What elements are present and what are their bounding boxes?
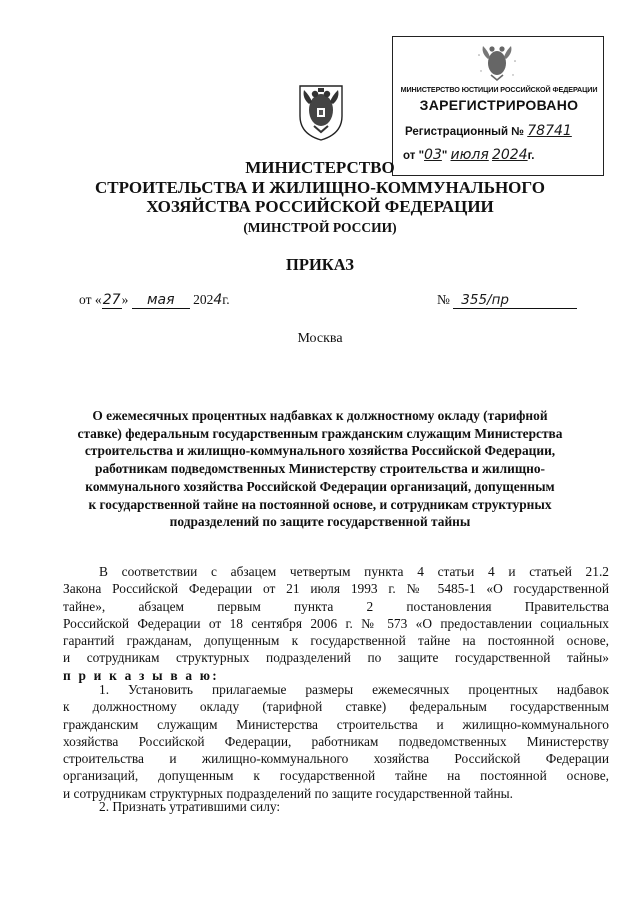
preamble-line: Российской Федерации от 18 сентября 2006 г. № 573 «О предоставлении социальных	[63, 615, 609, 631]
order-date-mid: »	[121, 292, 129, 307]
preamble-paragraph	[63, 563, 609, 684]
registration-stamp	[392, 36, 604, 176]
preamble-line: тайне», абзацем первым пункта 2 постановления Правительства	[63, 598, 609, 614]
title-line: О ежемесячных процентных надбавках к должностному окладу (тарифной	[92, 408, 548, 423]
document-type: ПРИКАЗ	[286, 255, 354, 274]
stamp-ministry-name: МИНИСТЕРСТВО ЮСТИЦИИ РОССИЙСКОЙ ФЕДЕРАЦИИ	[400, 85, 598, 94]
item-2-paragraph	[63, 798, 609, 815]
item-1-line: организаций, допущенным к государственной тайне на постоянной основе,	[63, 768, 609, 784]
stamp-emblem-icon	[475, 41, 519, 83]
coat-of-arms-emblem	[292, 80, 350, 142]
order-date-month: мая	[132, 292, 190, 309]
order-year-prefix: 202	[193, 292, 214, 307]
stamp-reg-label: Регистрационный №	[405, 126, 525, 138]
order-number-value: 355/пр	[453, 292, 577, 309]
item-1-line: гражданским служащим Министерства строительства и жилищно-коммунального	[63, 716, 609, 732]
stamp-date-month: июля	[450, 147, 489, 163]
ministry-abbreviation: (МИНСТРОЙ РОССИИ)	[243, 220, 397, 235]
title-line: строительства и жилищно-коммунального хозяйства Российской Федерации,	[84, 443, 556, 459]
ministry-title-line2: СТРОИТЕЛЬСТВА И ЖИЛИЩНО-КОММУНАЛЬНОГО	[94, 178, 546, 197]
ministry-title-line1: МИНИСТЕРСТВО	[245, 158, 395, 177]
stamp-reg-number: 78741	[527, 123, 572, 139]
order-title	[70, 407, 570, 531]
item-1-line: 1. Установить прилагаемые размеры ежемесячных процентных надбавок	[99, 682, 609, 697]
order-number-label: №	[437, 292, 450, 307]
title-line: коммунального хозяйства Российской Федерации организаций, допущенным	[85, 478, 555, 494]
stamp-registration-number-line	[405, 123, 572, 139]
item-1-line: строительства и жилищно-коммунального хозяйства Российской Федерации	[63, 751, 609, 767]
ministry-title-line3: ХОЗЯЙСТВА РОССИЙСКОЙ ФЕДЕРАЦИИ	[146, 197, 494, 216]
order-year-hand: 4	[213, 292, 223, 308]
stamp-date-prefix: от "	[403, 150, 425, 162]
item-1-paragraph	[63, 681, 609, 802]
item-1-line: к должностному окладу (тарифной ставке) федеральным государственным	[63, 699, 609, 715]
order-date-day: 27	[102, 292, 121, 308]
stamp-date-day: 03	[424, 147, 442, 163]
stamp-date-quote: "	[441, 150, 448, 162]
order-year-suffix: г.	[222, 292, 230, 307]
preamble-line: Закона Российской Федерации от 21 июля 1993 г. № 5485-1 «О государственной	[63, 581, 609, 597]
order-date-prefix: от «	[79, 292, 102, 307]
title-line: ставке) федеральным государственным гражданским служащим Министерства	[77, 425, 563, 441]
order-date	[79, 292, 230, 309]
title-line: к государственной тайне на постоянной основе, и сотрудникам структурных	[88, 496, 552, 512]
stamp-date-suffix: г.	[527, 150, 535, 162]
preamble-line: и сотрудникам структурных подразделений по защите государственной тайны»	[63, 650, 609, 666]
preamble-line: гарантий гражданам, допущенным к государственной тайне на постоянной основе,	[63, 633, 609, 649]
decree-word: п р и к а з ы в а ю:	[63, 667, 219, 683]
item-1-line: хозяйства Российской Федерации, работникам подведомственных Министерству	[63, 733, 609, 749]
stamp-registered-label: ЗАРЕГИСТРИРОВАНО	[419, 97, 579, 113]
stamp-date-year: 2024	[491, 147, 528, 163]
title-line: подразделений по защите государственной тайны	[169, 514, 471, 530]
item-1-line: и сотрудникам структурных подразделений по защите государственной тайны.	[63, 785, 514, 801]
preamble-line: В соответствии с абзацем четвертым пункта 4 статьи 4 и статьей 21.2	[99, 564, 609, 579]
title-line: работникам подведомственных Министерству строительства и жилищно-	[95, 461, 545, 477]
item-2-line: 2. Признать утратившими силу:	[99, 799, 281, 814]
issue-city: Москва	[297, 331, 343, 346]
order-number	[437, 292, 577, 309]
